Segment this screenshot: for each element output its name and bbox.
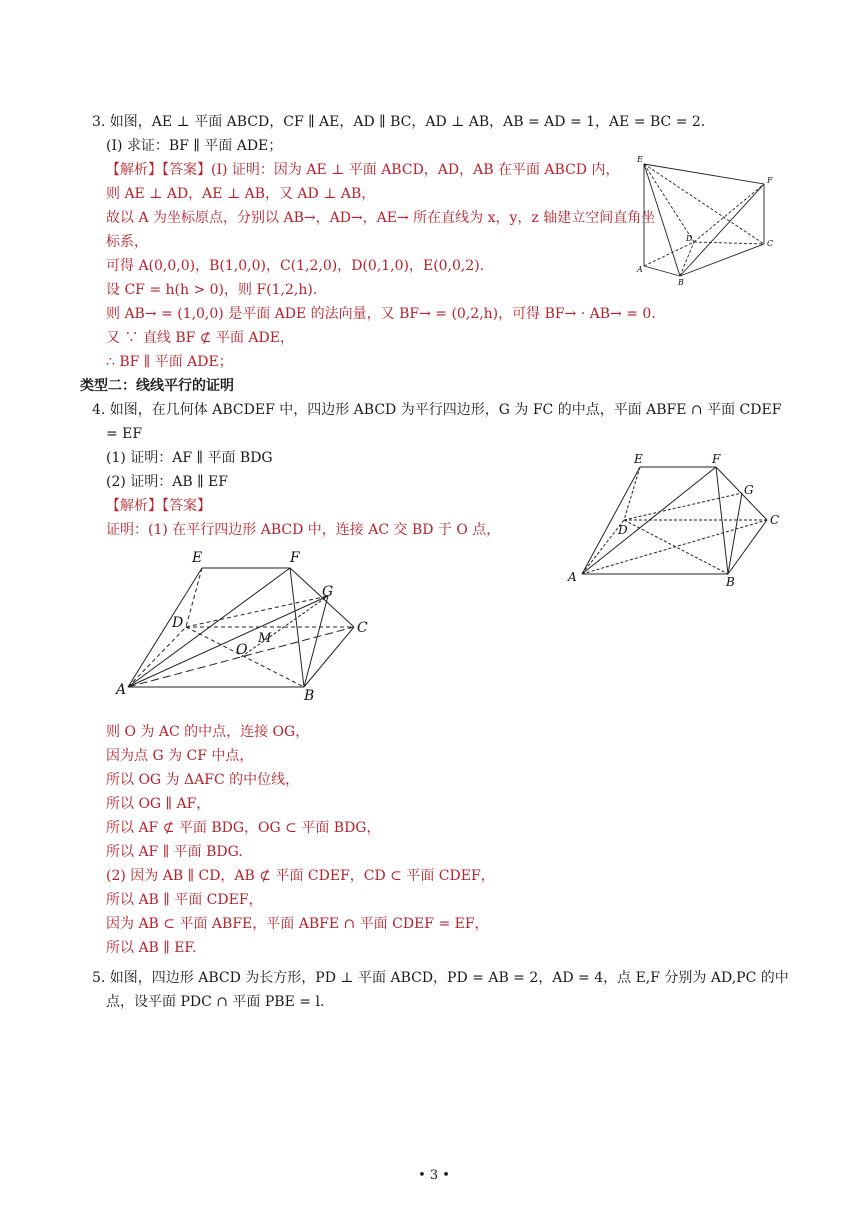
- fig4a-label-E: E: [634, 452, 643, 466]
- problem4-statement-line2: = EF: [106, 426, 143, 442]
- fig3-label-A: A: [637, 265, 643, 274]
- fig4b-label-M: M: [258, 631, 272, 646]
- fig4a-label-A: A: [568, 570, 577, 584]
- fig4a-label-B: B: [726, 575, 735, 589]
- problem3-solution-line2: 则 AE ⊥ AD，AE ⊥ AB，又 AD ⊥ AB，: [106, 186, 376, 202]
- problem4-solution-line2: 因为点 G 为 CF 中点，: [106, 748, 254, 764]
- problem4-figure-main: [562, 450, 792, 590]
- problem4-solution-line7: (2) 因为 AB ∥ CD，AB ⊄ 平面 CDEF，CD ⊂ 平面 CDEF，: [106, 868, 495, 884]
- problem3-solution-line3: 故以 A 为坐标原点，分别以 AB→，AD→，AE→ 所在直线为 x，y，z 轴建立空间直角坐: [106, 210, 656, 226]
- fig4b-label-E: E: [192, 550, 203, 566]
- section-title: 类型二：线线平行的证明: [80, 378, 234, 394]
- problem4-solution-line10: 所以 AB ∥ EF.: [106, 940, 197, 956]
- problem3-solution-line7: 则 AB→ = (1,0,0) 是平面 ADE 的法向量，又 BF→ = (0,2,h)，可得 BF→ · AB→ = 0.: [106, 306, 656, 322]
- problem4-solution-line3: 所以 OG 为 ΔAFC 的中位线，: [106, 772, 300, 788]
- problem4-question1: (1) 证明：AF ∥ 平面 BDG: [106, 450, 273, 466]
- fig4b-label-C: C: [357, 620, 368, 636]
- fig3-label-D: D: [686, 234, 693, 243]
- fig4a-label-F: F: [712, 452, 721, 466]
- problem3-statement-line1: 3. 如图，AE ⊥ 平面 ABCD，CF ∥ AE，AD ∥ BC，AD ⊥ AB，AB = AD = 1，AE = BC = 2.: [92, 114, 706, 130]
- problem4-statement-line1: 4. 如图，在几何体 ABCDEF 中，四边形 ABCD 为平行四边形，G 为 FC 的中点，平面 ABFE ∩ 平面 CDEF: [92, 402, 782, 418]
- problem4-solution-line1: 则 O 为 AC 的中点，连接 OG，: [106, 724, 310, 740]
- fig3-label-F: F: [767, 176, 773, 185]
- problem4-solution-line0: 证明：(1) 在平行四边形 ABCD 中，连接 AC 交 BD 于 O 点，: [106, 522, 501, 538]
- problem3-solution-line4: 标系，: [106, 234, 148, 250]
- fig4b-label-B: B: [304, 688, 315, 704]
- problem4-figure-solution: [114, 544, 384, 708]
- problem4-question2: (2) 证明：AB ∥ EF: [106, 474, 228, 490]
- problem3-solution-line5: 可得 A(0,0,0)，B(1,0,0)，C(1,2,0)，D(0,1,0)，E(0,0,2).: [106, 258, 485, 274]
- fig4a-label-D: D: [618, 523, 628, 537]
- fig4b-label-F: F: [290, 550, 300, 566]
- problem5-statement-line1: 5. 如图，四边形 ABCD 为长方形，PD ⊥ 平面 ABCD，PD = AB = 2，AD = 4，点 E,F 分别为 AD,PC 的中: [92, 970, 789, 986]
- problem4-solution-line4: 所以 OG ∥ AF，: [106, 796, 211, 812]
- fig3-label-E: E: [637, 155, 643, 164]
- problem3-figure: [636, 152, 786, 290]
- fig3-label-C: C: [767, 239, 774, 248]
- problem3-solution-line6: 设 CF = h(h > 0)，则 F(1,2,h).: [106, 282, 318, 298]
- page-number: • 3 •: [418, 1168, 450, 1183]
- problem3-solution-line1: 【解析】【答案】(Ⅰ) 证明：因为 AE ⊥ 平面 ABCD，AD，AB 在平面 ABCD 内，: [106, 162, 620, 178]
- problem4-solution-line6: 所以 AF ∥ 平面 BDG.: [106, 844, 243, 860]
- fig4a-label-C: C: [770, 513, 780, 527]
- fig4b-label-A: A: [116, 682, 127, 698]
- fig4b-label-D: D: [172, 615, 184, 631]
- problem4-answer-head: 【解析】【答案】: [106, 498, 211, 514]
- fig3-label-B: B: [678, 278, 684, 287]
- problem4-solution-line9: 因为 AB ⊂ 平面 ABFE，平面 ABFE ∩ 平面 CDEF = EF，: [106, 916, 489, 932]
- fig4a-label-G: G: [744, 483, 754, 497]
- problem3-question1: (Ⅰ) 求证：BF ∥ 平面 ADE；: [106, 138, 283, 154]
- problem3-solution-line9: ∴ BF ∥ 平面 ADE；: [106, 354, 233, 370]
- problem5-statement-line2: 点，设平面 PDC ∩ 平面 PBE = l.: [106, 994, 325, 1010]
- fig4b-label-G: G: [322, 584, 334, 600]
- problem4-solution-line5: 所以 AF ⊄ 平面 BDG，OG ⊂ 平面 BDG，: [106, 820, 381, 836]
- fig4b-label-O: O: [236, 642, 248, 658]
- problem4-solution-line8: 所以 AB ∥ 平面 CDEF，: [106, 892, 263, 908]
- problem3-solution-line8: 又 ∵ 直线 BF ⊄ 平面 ADE，: [106, 330, 294, 346]
